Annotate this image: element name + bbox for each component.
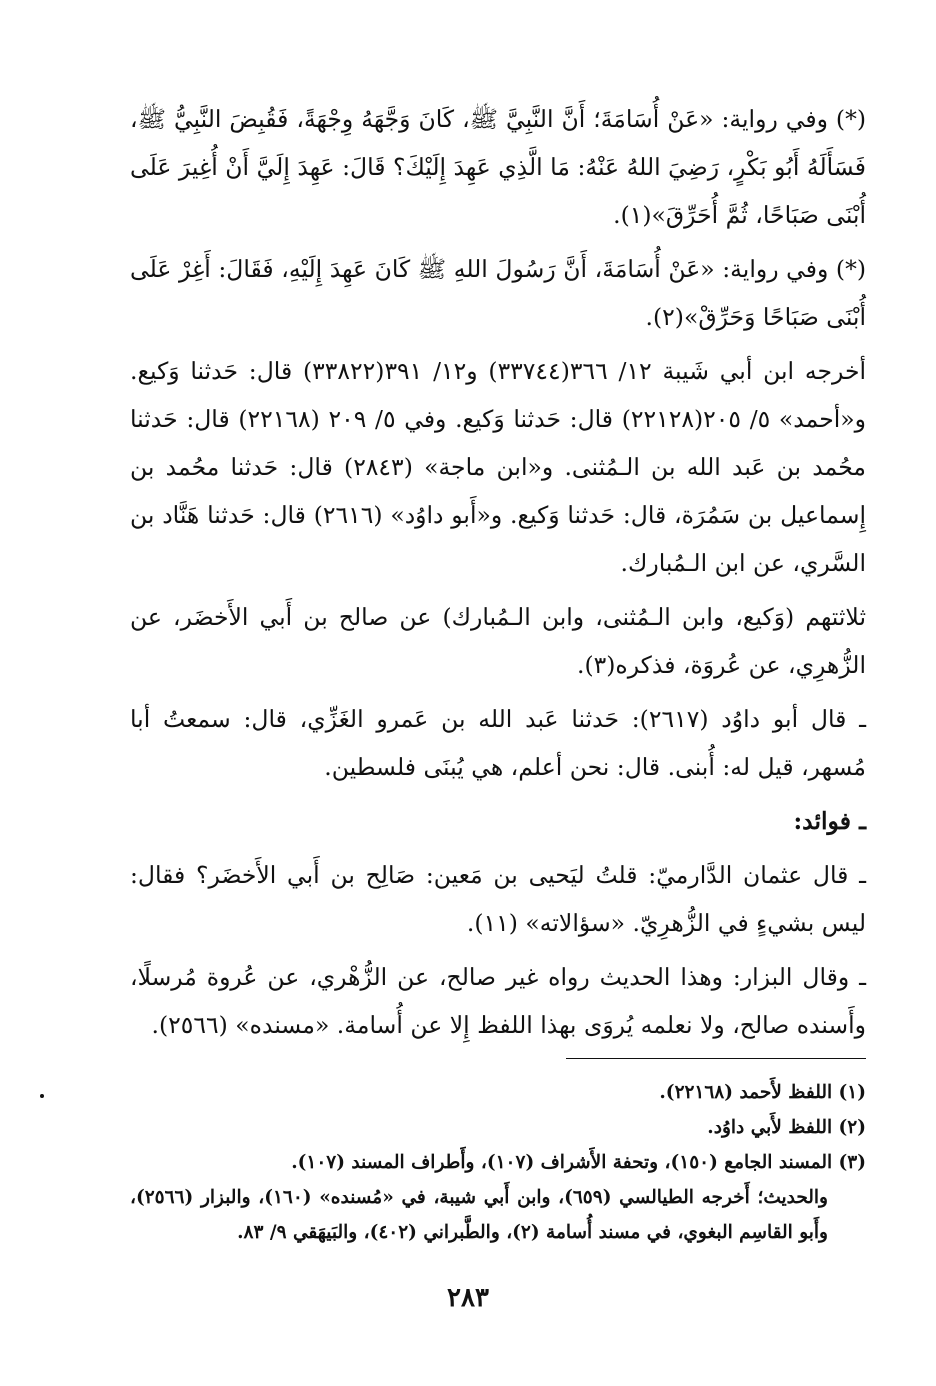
- benefits-heading: ـ فوائد:: [793, 807, 866, 835]
- narration-paragraph-1: (*) وفي رواية: «عَنْ أُسَامَةَ؛ أَنَّ النَّبِيَّ ﷺ، كَانَ وَجَّهَهُ وِجْهَةً، فَقُبِضَ النَّبِيُّ ﷺ، فَسَأَلَهُ أَبُو بَكْرٍ، رَضِيَ اللهُ عَنْهُ: مَا الَّذِي عَهِدَ إِلَيْكَ؟ قَالَ: عَهِدَ إِلَيَّ أَنْ أُغِيرَ عَلَى أُبْنَى صَبَاحًا، ثُمَّ أُحَرِّقَ»(١).: [130, 105, 866, 229]
- page-number: ٢٨٣: [447, 1283, 489, 1313]
- footnote-2: (٢) اللفظ لأَبي داوُد.: [707, 1117, 866, 1138]
- footnote-divider: [566, 1058, 866, 1059]
- abu-dawud-paragraph: ـ قال أبو داوُد (٢٦١٧): حَدثنا عَبد الله بن عَمرو الغَزِّي، قال: سمعتُ أبا مُسهر، قيل له: أُبنى. قال: نحن أعلم، هي يُبنَى فلسطين.: [130, 705, 866, 781]
- narration-paragraph-2: (*) وفي رواية: «عَنْ أُسَامَةَ، أَنَّ رَسُولَ اللهِ ﷺ كَانَ عَهِدَ إِلَيْهِ، فَقَالَ: أَغِرْ عَلَى أُبْنَى صَبَاحًا وَحَرِّقْ»(٢).: [130, 255, 866, 331]
- footnotes: [130, 1075, 866, 1250]
- main-text: [130, 95, 866, 1055]
- margin-dot: [40, 1094, 44, 1098]
- isnad-paragraph: ثلاثتهم (وَكيع، وابن الـمُثنى، وابن الـمُبارك) عن صالح بن أَبي الأَخضَر، عن الزُّهرِي، عن عُروَة، فذكره(٣).: [130, 603, 866, 679]
- bazzar-paragraph: ـ وقال البزار: وهذا الحديث رواه غير صالح، عن الزُّهْري، عن عُروة مُرسلًا، وأَسنده صالح، ولا نعلمه يُروَى بهذا اللفظ إِلا عن أُسامة. «مسنده» (٢٥٦٦).: [130, 963, 866, 1039]
- darimi-paragraph: ـ قال عثمان الدَّارميّ: قلتُ ليَحيى بن مَعين: صَالِح بن أَبي الأَخضَر؟ فقال: ليس بشيءٍ في الزُّهرِيّ. «سؤالاته» (١١).: [130, 861, 866, 937]
- footnote-3: (٣) المسند الجامع (١٥٠)، وتحفة الأَشراف (١٠٧)، وأَطراف المسند (١٠٧).: [291, 1152, 866, 1173]
- footnote-1: (١) اللفظ لأَحمد (٢٢١٦٨).: [659, 1082, 866, 1103]
- takhrij-paragraph: أخرجه ابن أبي شَيبة ١٢/ ٣٦٦(٣٣٧٤٤) و١٢/ ٣٩١(٣٣٨٢٢) قال: حَدثنا وَكيع. و«أحمد» ٥/ ٢٠٥(٢٢١٢٨) قال: حَدثنا وَكيع. وفي ٥/ ٢٠٩ (٢٢١٦٨) قال: حَدثنا محُمد بن عَبد الله بن الـمُثنى. و«ابن ماجة» (٢٨٤٣) قال: حَدثنا محُمد بن إِسماعيل بن سَمُرَة، قال: حَدثنا وَكيع. و«أَبو داوُد» (٢٦١٦) قال: حَدثنا هَنَّاد بن السَّري، عن ابن الـمُبارك.: [130, 357, 867, 577]
- footnote-3-continuation: والحديث؛ أَخرجه الطيالسي (٦٥٩)، وابن أَبي شيبة، في «مُسنده» (١٦٠)، والبزار (٢٥٦٦)، وأَبو القاسِم البغوي، في مسند أُسامة (٢)، والطَّبراني (٤٠٢)، والبَيهَقي ٩/ ٨٣.: [130, 1187, 828, 1243]
